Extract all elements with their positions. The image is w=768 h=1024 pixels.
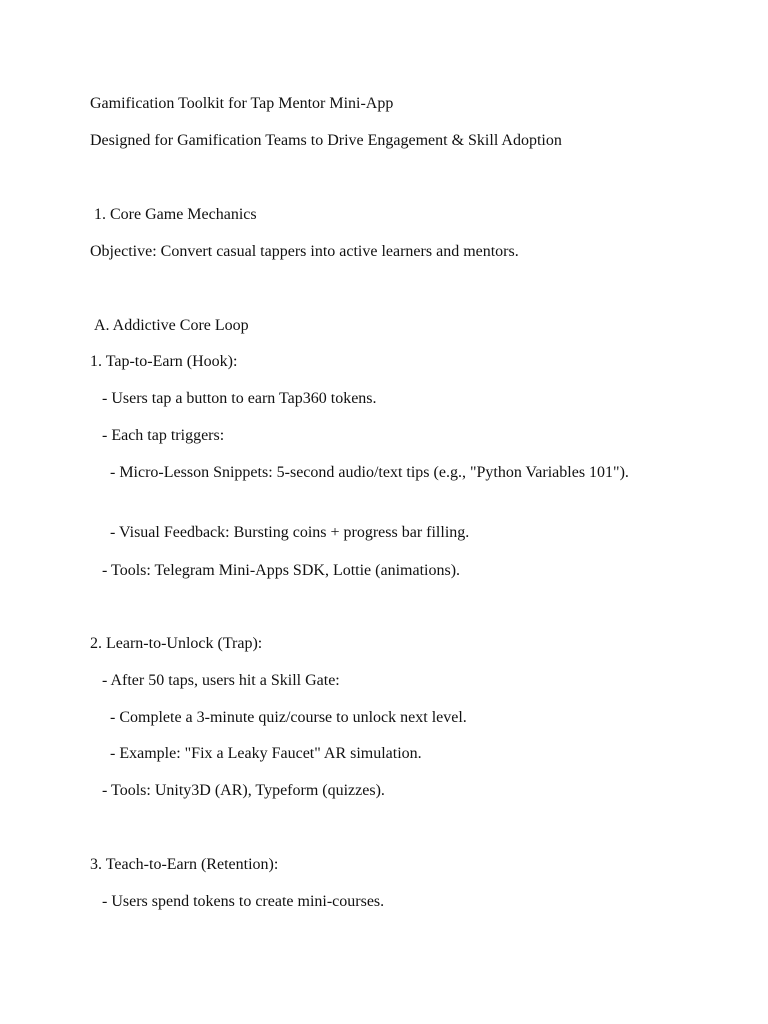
list-item: - Example: "Fix a Leaky Faucet" AR simulation. bbox=[90, 745, 422, 762]
list-item: - Users tap a button to earn Tap360 tokens. bbox=[90, 390, 377, 407]
list-item: - Micro-Lesson Snippets: 5-second audio/text tips (e.g., "Python Variables 101"). bbox=[90, 464, 629, 481]
list-item: - After 50 taps, users hit a Skill Gate: bbox=[90, 672, 340, 689]
subsection-heading: A. Addictive Core Loop bbox=[90, 317, 249, 334]
document-title: Gamification Toolkit for Tap Mentor Mini-App bbox=[90, 95, 394, 112]
section-objective: Objective: Convert casual tappers into active learners and mentors. bbox=[90, 243, 519, 260]
list-item: 1. Tap-to-Earn (Hook): bbox=[90, 353, 238, 370]
list-item: - Tools: Telegram Mini-Apps SDK, Lottie (animations). bbox=[90, 562, 461, 579]
list-item: 3. Teach-to-Earn (Retention): bbox=[90, 856, 279, 873]
list-item: - Each tap triggers: bbox=[90, 427, 225, 444]
list-item: - Users spend tokens to create mini-courses. bbox=[90, 893, 385, 910]
list-item: - Visual Feedback: Bursting coins + progress bar filling. bbox=[90, 524, 470, 541]
list-item: - Tools: Unity3D (AR), Typeform (quizzes). bbox=[90, 782, 385, 799]
list-item: 2. Learn-to-Unlock (Trap): bbox=[90, 635, 263, 652]
document-subtitle: Designed for Gamification Teams to Drive Engagement & Skill Adoption bbox=[90, 132, 562, 149]
list-item: - Complete a 3-minute quiz/course to unlock next level. bbox=[90, 709, 467, 726]
section-heading: 1. Core Game Mechanics bbox=[90, 206, 257, 223]
